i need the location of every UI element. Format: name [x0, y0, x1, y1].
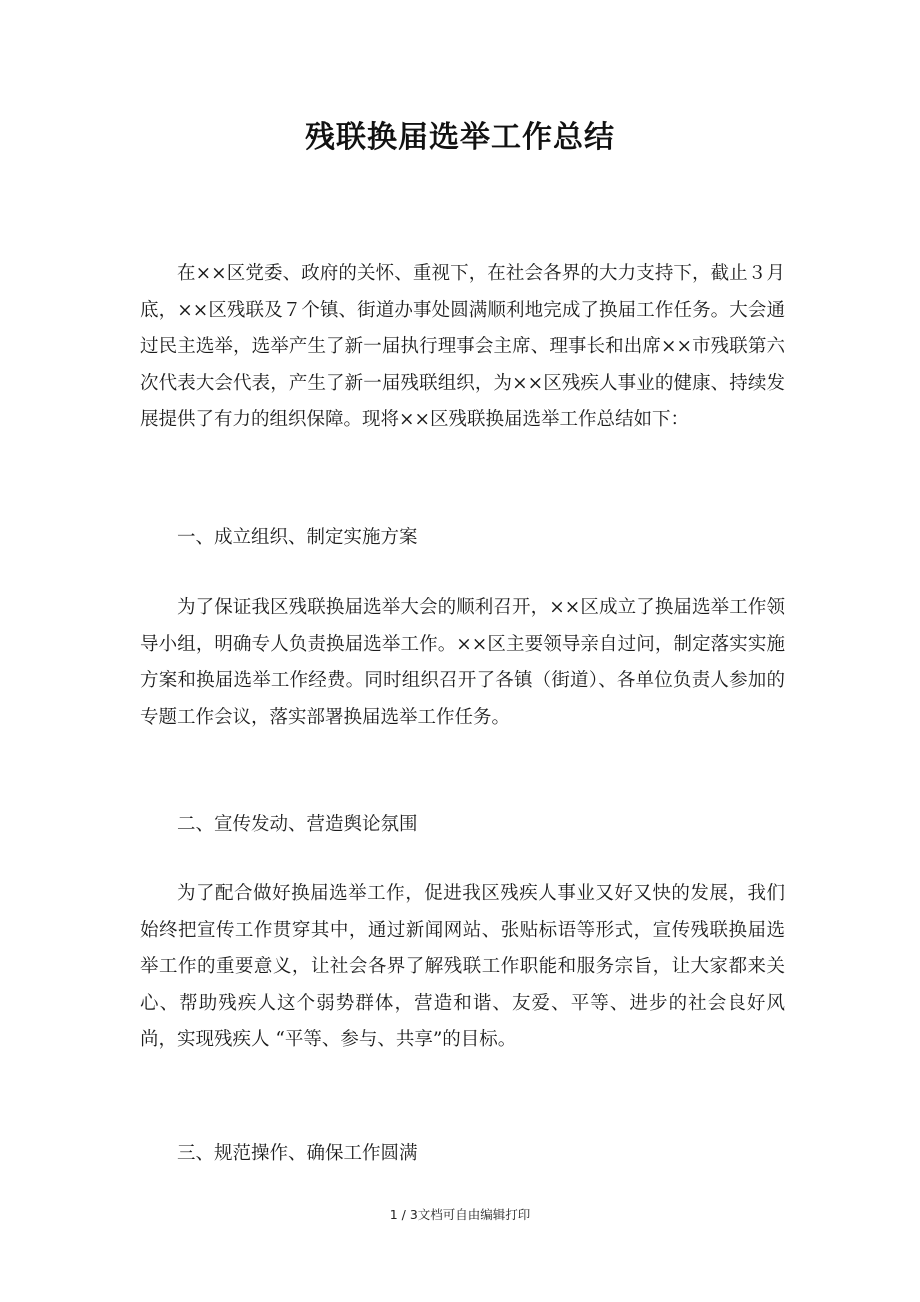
section-2-paragraph: 为了配合做好换届选举工作，促进我区残疾人事业又好又快的发展，我们始终把宣传工作贯穿其中，通过新闻网站、张贴标语等形式，宣传残联换届选举工作的重要意义，让社会各界了解残联工作职能和服务宗旨，让大家都来关心、帮助残疾人这个弱势群体，营造和谐、友爱、平等、进步的社会良好风尚，实现残疾人 “平等、参与、共享”的目标。 — [140, 883, 785, 1050]
section-heading-3: 三、规范操作、确保工作圆满 — [177, 1143, 418, 1164]
document-title: 残联换届选举工作总结 — [305, 120, 615, 155]
section-heading-1: 一、成立组织、制定实施方案 — [177, 527, 418, 548]
intro-paragraph: 在××区党委、政府的关怀、重视下，在社会各界的大力支持下，截止３月底，××区残联及７个镇、街道办事处圆满顺利地完成了换届工作任务。大会通过民主选举，选举产生了新一届执行理事会主席、理事长和出席××市残联第六次代表大会代表，产生了新一届残联组织，为××区残疾人事业的健康、持续发展提供了有力的组织保障。现将××区残联换届选举工作总结如下： — [140, 263, 785, 430]
page-footer: 1 / 3文档可自由编辑打印 — [389, 1207, 531, 1222]
section-1-paragraph: 为了保证我区残联换届选举大会的顺利召开，××区成立了换届选举工作领导小组，明确专人负责换届选举工作。××区主要领导亲自过问，制定落实实施方案和换届选举工作经费。同时组织召开了各镇（街道）、各单位负责人参加的专题工作会议，落实部署换届选举工作任务。 — [140, 597, 785, 728]
section-heading-2: 二、宣传发动、营造舆论氛围 — [177, 814, 418, 835]
